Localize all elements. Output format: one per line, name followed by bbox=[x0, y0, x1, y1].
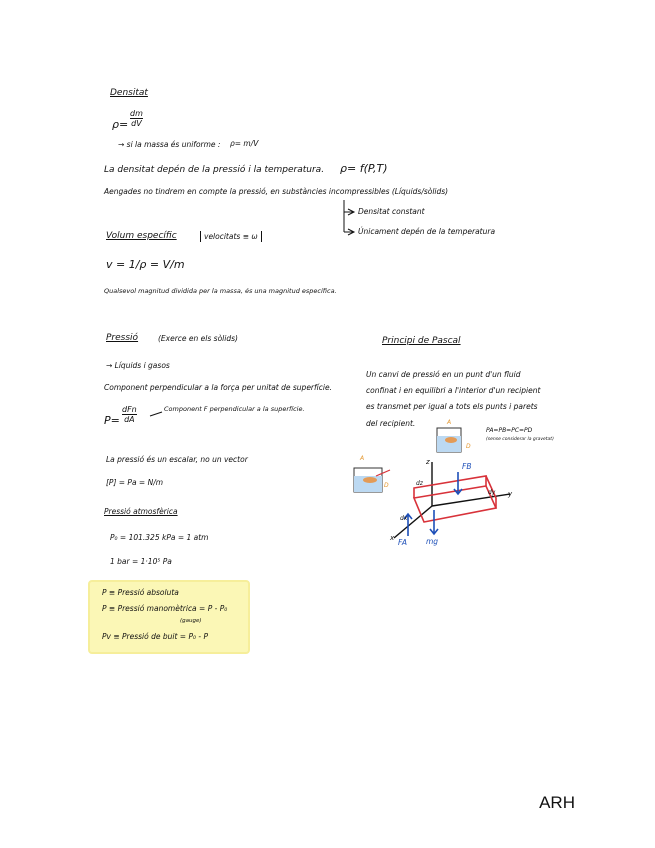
pascal-slab bbox=[414, 476, 496, 522]
label-dx: dx bbox=[400, 515, 408, 522]
label-a-left: A bbox=[360, 455, 365, 462]
label-a-right: A bbox=[447, 419, 452, 426]
man-pressure: P ≡ Pressió manomètrica = P - P₀ bbox=[102, 604, 228, 613]
label-dy: dy bbox=[488, 489, 496, 496]
label-d-right: D bbox=[466, 443, 471, 450]
incomp-b: Únicament depén de la temperatura bbox=[358, 227, 496, 236]
pascal-title: Principi de Pascal bbox=[382, 336, 461, 346]
pressio-comp: Component perpendicular a la força per unitat de superfície. bbox=[104, 383, 332, 392]
pascal-eq: PA=PB=PC=PD bbox=[486, 427, 533, 434]
abs-pressure: P ≡ Pressió absoluta bbox=[102, 588, 179, 597]
incomp-bracket bbox=[344, 200, 354, 232]
densitat-formula-lhs: ρ= bbox=[112, 118, 129, 131]
label-fb: FB bbox=[462, 462, 472, 471]
gauge-note: (gauge) bbox=[180, 618, 202, 624]
label-mg: mg bbox=[426, 537, 439, 546]
incomp-arrows bbox=[348, 209, 354, 235]
incomp-line: Aengades no tindrem en compte la pressió, en substàncies incompressibles (Líquids/sòlids) bbox=[104, 187, 449, 196]
pressio-formula-lhs: P= bbox=[104, 414, 120, 427]
pascal-eq-note: (sense considerar la gravetat) bbox=[486, 437, 554, 442]
pressio-scalar: La pressió és un escalar, no un vector bbox=[106, 455, 248, 464]
volum-title: Volum específic bbox=[106, 231, 177, 241]
pressio-units: [P] = Pa = N/m bbox=[106, 478, 164, 487]
uniform-formula: ρ= m/V bbox=[230, 139, 259, 148]
pressio-paren: (Exerce en els sòlids) bbox=[158, 334, 238, 343]
pascal-line-2: confinat i en equilibri a l'interior d'un recipient bbox=[366, 386, 541, 395]
densitat-title: Densitat bbox=[110, 88, 148, 98]
vac-pressure: Pv ≡ Pressió de buit = P₀ - P bbox=[102, 632, 208, 641]
label-z: z bbox=[426, 458, 430, 466]
mg-arrow bbox=[430, 510, 438, 534]
label-d-left: D bbox=[384, 482, 389, 489]
pressio-note-arrow bbox=[150, 412, 162, 416]
temp-line: La densitat depén de la pressió i la temperatura. bbox=[104, 165, 325, 175]
atm-title: Pressió atmosfèrica bbox=[104, 507, 178, 516]
volum-box: velocitats ≡ ω bbox=[200, 231, 262, 242]
atm-value: P₀ = 101.325 kPa = 1 atm bbox=[110, 533, 209, 542]
container-right bbox=[437, 428, 461, 452]
label-dz: dz bbox=[416, 480, 423, 487]
densitat-den: dV bbox=[131, 119, 142, 128]
footer-initials: ARH bbox=[539, 793, 575, 812]
pascal-line-4: del recipient. bbox=[366, 419, 416, 428]
pascal-line-3: es transmet per igual a tots els punts i parets bbox=[366, 402, 538, 411]
pressio-liq: → Líquids i gasos bbox=[106, 361, 170, 370]
densitat-num: dm bbox=[130, 109, 143, 118]
label-y: y bbox=[508, 490, 513, 498]
temp-formula: ρ= f(P,T) bbox=[340, 162, 388, 175]
pressio-den: dA bbox=[124, 415, 135, 424]
bar-value: 1 bar = 1·10⁵ Pa bbox=[110, 557, 172, 566]
pressio-note: Component F perpendicular a la superfície. bbox=[164, 405, 305, 413]
pressio-title: Pressió bbox=[106, 333, 139, 343]
incomp-a: Densitat constant bbox=[358, 207, 425, 216]
pascal-line-1: Un canvi de pressió en un punt d'un fluid bbox=[366, 370, 521, 379]
uniform-note: → si la massa és uniforme : bbox=[118, 140, 221, 149]
volum-desc: Qualsevol magnitud dividida per la massa, és una magnitud específica. bbox=[104, 287, 337, 295]
volum-formula: v = 1/ρ = V/m bbox=[106, 258, 185, 271]
label-fa: FA bbox=[398, 538, 408, 547]
pressio-num: dFn bbox=[122, 405, 137, 414]
fb-arrow bbox=[454, 472, 462, 494]
label-x: x bbox=[390, 534, 395, 542]
